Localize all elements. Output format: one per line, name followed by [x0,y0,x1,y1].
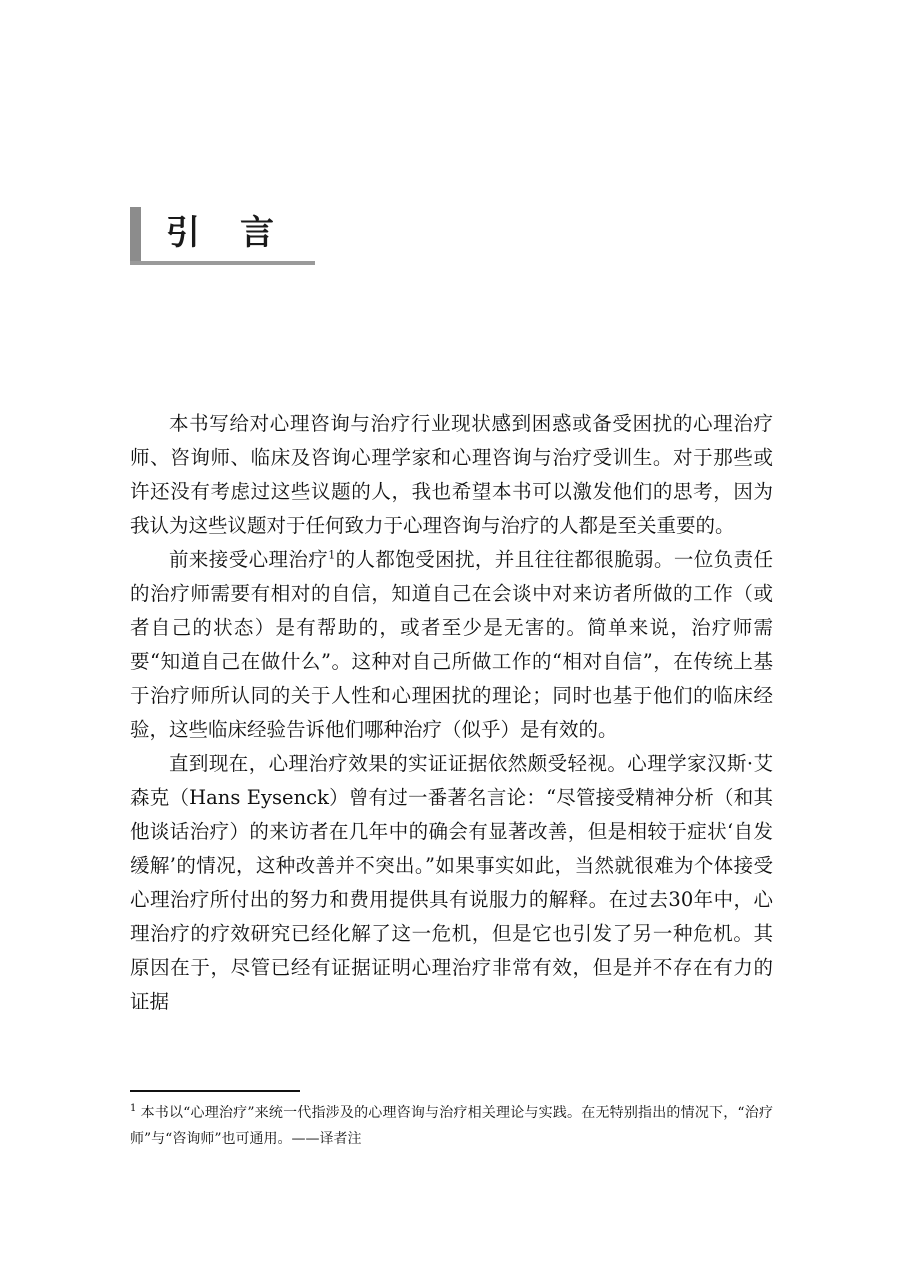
paragraph-2-text-before: 前来接受心理治疗 [169,548,329,571]
footnote-divider [130,1090,300,1092]
body-text [130,407,773,1019]
chapter-heading [130,207,315,263]
heading-underline [130,261,315,265]
footnote [130,1100,773,1152]
paragraph-1: 本书写给对心理咨询与治疗行业现状感到困惑或备受困扰的心理治疗师、咨询师、临床及咨询心理学家和心理咨询与治疗受训生。对于那些或许还没有考虑过这些议题的人，我也希望本书可以激发他们的思考，因为我认为这些议题对于任何致力于心理咨询与治疗的人都是至关重要的。 [130,412,773,537]
chapter-title: 引言 [166,213,314,253]
heading-accent-bar [130,207,141,263]
footnote-reference: 1 [328,548,336,562]
footnote-text: 本书以“心理治疗”来统一代指涉及的心理咨询与治疗相关理论与实践。在无特别指出的情况下，“治疗师”与“咨询师”也可通用。——译者注 [130,1105,773,1147]
paragraph-2 [130,543,773,747]
paragraph-3: 直到现在，心理治疗效果的实证证据依然颇受轻视。心理学家汉斯·艾森克（Hans Eysenck）曾有过一番著名言论：“尽管接受精神分析（和其他谈话治疗）的来访者在几年中的确会有显著改善，但是相较于症状‘自发缓解’的情况，这种改善并不突出。”如果事实如此，当然就很难为个体接受心理治疗所付出的努力和费用提供具有说服力的解释。在过去30年中，心理治疗的疗效研究已经化解了这一危机，但是它也引发了另一种危机。其原因在于，尽管已经有证据证明心理治疗非常有效，但是并不存在有力的证据 [130,752,773,1013]
footnote-number: 1 [130,1103,137,1115]
paragraph-2-text-after: 的人都饱受困扰，并且往往都很脆弱。一位负责任的治疗师需要有相对的自信，知道自己在会谈中对来访者所做的工作（或者自己的状态）是有帮助的，或者至少是无害的。简单来说，治疗师需要“知道自己在做什么”。这种对自己所做工作的“相对自信”，在传统上基于治疗师所认同的关于人性和心理困扰的理论；同时也基于他们的临床经验，这些临床经验告诉他们哪种治疗（似乎）是有效的。 [130,548,773,741]
